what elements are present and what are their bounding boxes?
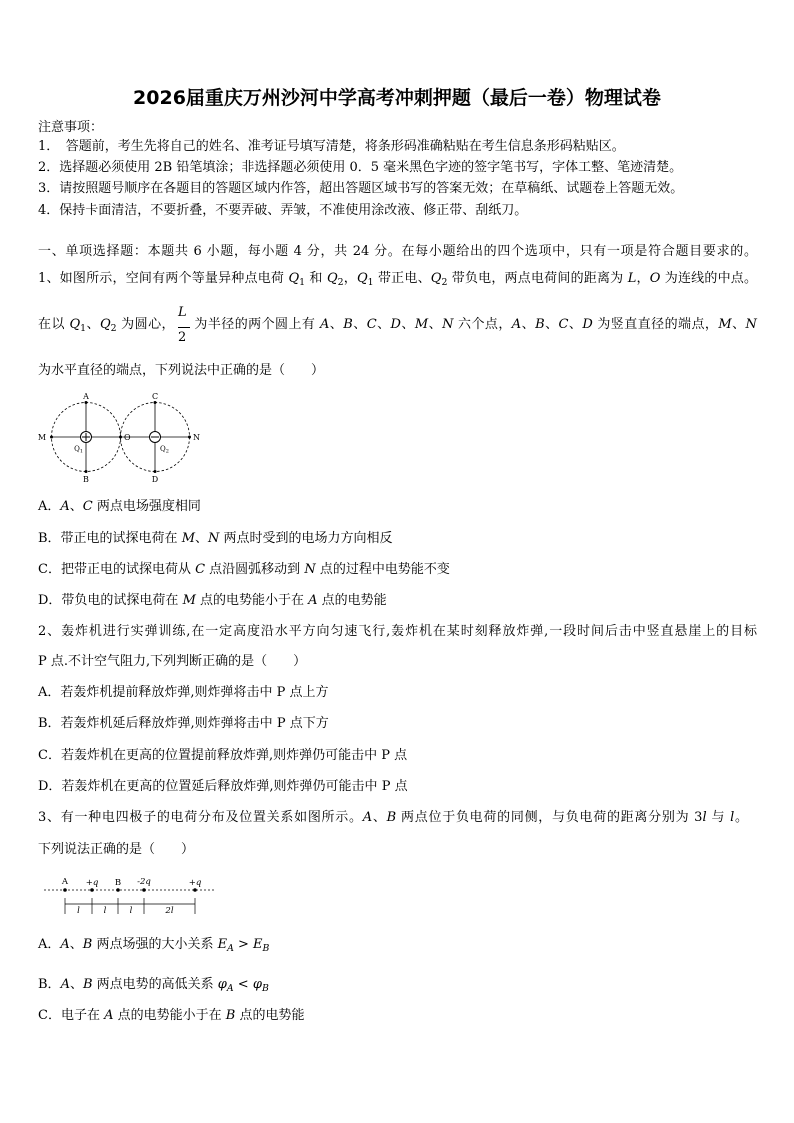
math-variable: Q [430,271,442,286]
question-2-option-a: A．若轰炸机提前释放炸弹,则炸弹将击中 P 点上方 [38,685,329,700]
subscript: 1 [80,322,87,334]
math-variable: C [82,499,93,514]
text-run: 点的过程中电势能不变 [315,562,450,577]
label-n: N [193,433,200,442]
text-run: 3、有一种电四极子的电荷分布及位置关系如图所示。 [38,810,363,825]
math-variable: Q [69,317,81,332]
section-heading: 一、单项选择题：本题共 6 小题，每小题 4 分，共 24 分。在每小题给出的四个选项中，只有一项是符合题目要求的。 [38,244,757,259]
math-variable: C [195,562,206,577]
math-variable: B [225,1008,236,1023]
text-run: B． [38,977,61,992]
question-1-stem-line [38,361,757,381]
question-3-option-a [38,935,757,955]
text-run: 、 [544,317,559,332]
text-run: 两点场强的大小关系 [92,937,218,952]
notice-item: 2．选择题必须使用 2B 铅笔填涂；非选择题必须使用 0．5 毫米黑色字迹的签字笔书写，字体工整、笔迹清楚。 [38,160,683,175]
text-run: < [233,977,253,992]
point-dot-c [154,401,157,404]
math-variable: N [208,531,220,546]
text-run: C．电子在 [38,1008,105,1023]
text-run: 、 [69,937,83,952]
math-variable: A [362,810,373,825]
text-run: D．带负电的试探电荷在 [38,593,183,608]
question-3-stem-line [38,808,748,828]
notice-item: 3．请按照题号顺序在各题目的答题区域内作答，超出答题区域书写的答案无效；在草稿纸、试题卷上答题无效。 [38,181,684,196]
text-run: 点的电势能 [317,593,387,608]
question-2-option-b: B．若轰炸机延后释放炸弹,则炸弹将击中 P 点下方 [38,716,329,731]
question-2-option-d: D．若轰炸机在更高的位置延后释放炸弹,则炸弹仍可能击中 P 点 [38,779,408,794]
label-a: A [61,877,69,887]
math-variable: Q [357,271,368,286]
label-m: M [37,433,47,442]
math-variable: C [558,317,569,332]
text-run: 、 [195,531,209,546]
text-run: > [233,937,254,952]
label-q1-index: 1 [79,448,83,455]
math-variable: B [82,977,93,992]
text-run: 、 [69,499,83,514]
label-q2-index: 2 [165,448,169,455]
question-1-option-d [38,591,757,611]
text-run: 、 [568,317,583,332]
label-b: B [83,475,89,484]
math-variable: A [60,937,70,952]
question-2-option-c: C．若轰炸机在更高的位置提前释放炸弹,则炸弹仍可能击中 P 点 [38,748,408,763]
math-variable: L [627,271,637,286]
text-run: 带正电、 [373,271,431,286]
point-dot-n [188,436,191,439]
label-plus-q-left: +q [85,878,99,888]
math-variable: N [442,317,454,332]
charge-dot-plus-q-right [193,888,197,892]
question-3-option-b [38,975,757,995]
text-run: 两点位于负电荷的同侧，与负电荷的距离分别为 3 [396,810,703,825]
math-variable: A [319,317,330,332]
math-variable: B [82,937,93,952]
text-run: 、 [352,317,367,332]
text-run: 点的电势能小于在 [113,1008,226,1023]
math-variable: l [730,810,735,825]
notice-item: 4．保持卡面清洁，不要折叠，不要弄破、弄皱，不准使用涂改液、修正带、刮纸刀。 [38,203,528,218]
question-1-option-c [38,560,757,580]
text-run: 点的电势能小于在 [195,593,309,608]
math-variable: B [386,810,397,825]
text-run: 与 [706,810,731,825]
text-run: 点沿圆弧移动到 [205,562,305,577]
text-run: 、 [428,317,443,332]
label-q1-letter: Q [74,445,80,453]
subscript: 1 [299,276,306,288]
text-run: 、 [86,317,100,332]
text-run: 1、如图所示，空间有两个等量异种点电荷 [38,271,289,286]
math-variable: l [702,810,707,825]
text-run: C．把带正电的试探电荷从 [38,562,196,577]
math-variable: M [414,317,429,332]
math-variable: C [366,317,377,332]
text-run: 、 [372,810,387,825]
question-2-stem-line: P 点.不计空气阻力,下列判断正确的是（ ） [38,654,307,669]
spacing-label: l [129,906,133,916]
text-run: 、 [521,317,536,332]
point-dot-m [50,436,53,439]
subscript: 2 [441,276,448,288]
text-run: 。 [734,810,748,825]
fraction [177,305,190,345]
text-run: 为竖直直径的端点， [592,317,719,332]
fraction-denominator: 2 [177,330,187,345]
point-dot-a [63,888,67,892]
label-q2-letter: Q [160,445,166,453]
label-plus-q-right: +q [188,878,202,888]
question-3-option-c [38,1006,757,1026]
text-run: 带负电，两点电荷间的距离为 [447,271,628,286]
math-variable: B [343,317,353,332]
math-variable: D [390,317,401,332]
text-run: 、 [376,317,391,332]
question-2-stem-line: 2、轰炸机进行实弹训练,在一定高度沿水平方向匀速飞行,轰炸机在某时刻释放炸弹,一段时间后击中竖直悬崖上的目标 [38,624,757,639]
text-run: 和 [305,271,327,286]
point-dot-b [116,888,120,892]
subscript: 2 [337,276,344,288]
math-variable: Q [99,317,111,332]
fraction-bar [178,327,190,328]
charge-dot-minus-2q [142,888,146,892]
figure-two-charge-circles [36,390,201,485]
subscript: 1 [367,276,374,288]
math-variable: A [511,317,522,332]
math-variable: E [253,937,263,952]
math-variable: M [718,317,732,332]
text-run: 两点电场强度相同 [92,499,201,514]
text-run: 、 [731,317,746,332]
text-run: 两点电势的高低关系 [92,977,218,992]
question-1-stem-line [38,305,757,345]
label-b: B [114,878,122,888]
fraction-numerator: L [177,305,187,320]
math-variable: φ [252,977,262,992]
math-variable: B [535,317,545,332]
text-run: 、 [400,317,415,332]
math-variable: A [60,499,70,514]
math-variable: M [181,531,195,546]
text-run: 六个点， [453,317,512,332]
label-minus-2q: -2q [137,877,151,887]
text-run: 为水平直径的端点，下列说法中正确的是（ ） [38,363,325,378]
question-1-option-b [38,529,757,549]
label-a: A [83,392,89,401]
text-run: A． [38,937,61,952]
math-subscript: B [261,982,269,994]
math-variable: O [649,271,661,286]
math-variable: N [304,562,316,577]
label-q1 [74,445,83,455]
minus-circle-icon [150,432,161,443]
point-dot-b [85,470,88,473]
text-run: 为圆心， [116,317,175,332]
math-variable: E [217,937,228,952]
math-subscript: A [226,982,234,994]
question-3-stem-line: 下列说法正确的是（ ） [38,842,195,857]
text-run: 两点时受到的电场力方向相反 [219,531,393,546]
text-run: B．带正电的试探电荷在 [38,531,182,546]
question-1-stem-line [38,269,757,289]
label-d: D [151,475,159,484]
plus-circle-icon [81,432,92,443]
math-subscript: B [262,942,270,954]
math-variable: φ [217,977,227,992]
spacing-label: l [77,906,80,916]
page-title: 2026届重庆万州沙河中学高考冲刺押题（最后一卷）物理试卷 [133,87,661,109]
math-variable: Q [326,271,338,286]
math-subscript: A [227,942,234,954]
text-run: 在以 [38,317,70,332]
point-dot-d [154,470,157,473]
label-q2 [160,445,169,455]
text-run: 点的电势能 [235,1008,305,1023]
text-run: 、 [69,977,83,992]
notice-heading: 注意事项： [38,120,104,135]
math-variable: A [104,1008,114,1023]
subscript: 2 [110,322,117,334]
point-dot-a [85,401,88,404]
math-variable: D [582,317,593,332]
label-o: O [124,433,131,442]
math-variable: Q [288,271,300,286]
math-variable: A [60,977,70,992]
spacing-label: 2l [165,906,174,916]
notice-item: 1． 答题前，考生先将自己的姓名、准考证号填写清楚，将条形码准确粘贴在考生信息条形码粘贴区。 [38,139,625,154]
text-run: 为连线的中点。 [660,271,757,286]
text-run: A． [38,499,61,514]
math-variable: M [182,593,196,608]
text-run: 、 [329,317,344,332]
figure-electric-quadrupole [38,868,220,918]
text-run: ， [343,271,357,286]
math-variable: A [308,593,318,608]
charge-dot-plus-q-left [90,888,94,892]
spacing-label: l [103,906,107,916]
math-variable: N [745,317,757,332]
text-run: ， [636,271,650,286]
point-dot-o [119,436,122,439]
label-c: C [151,392,159,401]
text-run: 为半径的两个圆上有 [193,317,320,332]
question-1-option-a [38,497,757,517]
